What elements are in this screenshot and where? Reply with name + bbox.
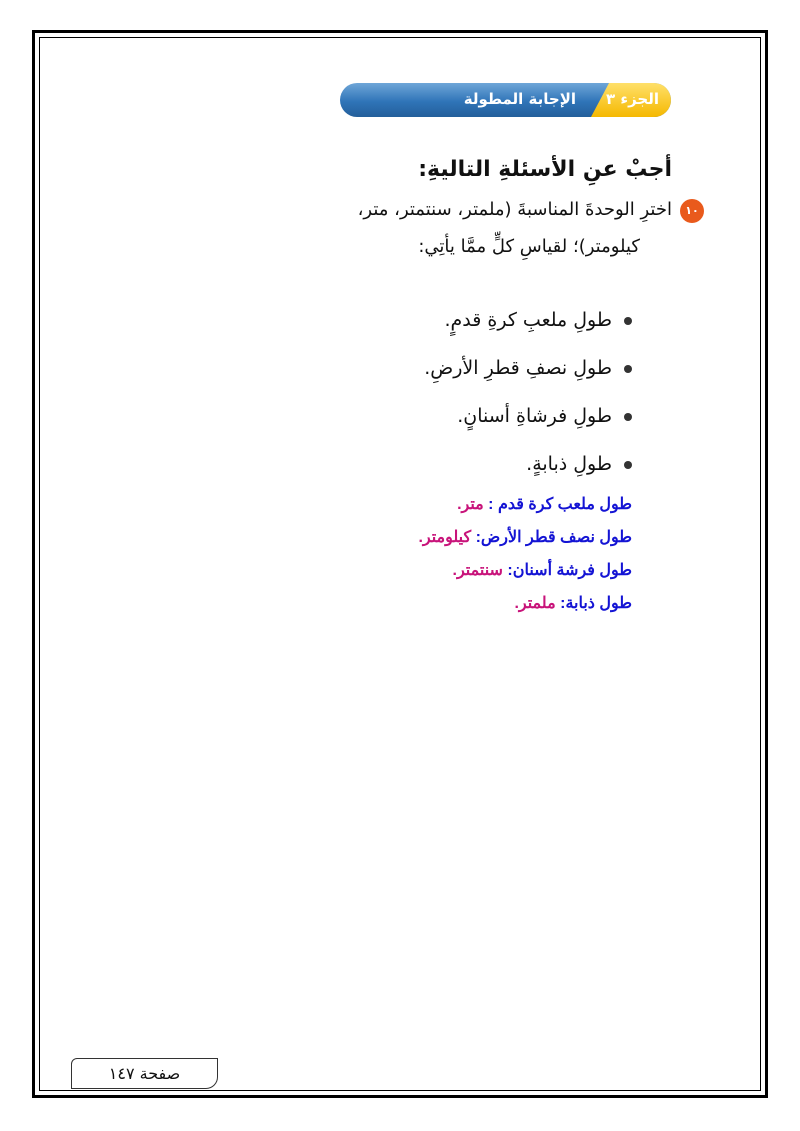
- bullet-dot-icon: [624, 317, 632, 325]
- answer-question: طول ملعب كرة قدم :: [483, 496, 632, 513]
- banner-part-label: الجزء ٣: [606, 90, 659, 108]
- answer-question: طول فرشة أسنان:: [502, 562, 632, 579]
- question-line-2: كيلومتر)؛ لقياسِ كلٍّ ممَّا يأتِي:: [418, 236, 640, 257]
- bullet-item: [424, 444, 632, 492]
- question-line-1: [357, 199, 699, 220]
- bullet-list: [424, 300, 632, 492]
- answer-value: سنتمتر.: [452, 562, 503, 579]
- answer-line: [418, 488, 632, 521]
- answers-block: [418, 488, 632, 620]
- bullet-text: طولِ ذبابةٍ.: [526, 453, 612, 475]
- bullet-text: طولِ نصفِ قطرِ الأرضِ.: [424, 357, 612, 379]
- answer-question: طول نصف قطر الأرض:: [471, 529, 632, 546]
- page-number-label: صفحة ١٤٧: [71, 1058, 218, 1089]
- bullet-item: [424, 348, 632, 396]
- bullet-text: طولِ ملعبِ كرةِ قدمٍ.: [444, 309, 612, 331]
- bullet-dot-icon: [624, 365, 632, 373]
- bullet-item: [424, 300, 632, 348]
- answer-line: [418, 554, 632, 587]
- bullet-dot-icon: [624, 461, 632, 469]
- question-text-1: اخترِ الوحدةَ المناسبةَ (ملمتر، سنتمتر، متر،: [357, 199, 672, 220]
- section-heading: أجبْ عنِ الأسئلةِ التاليةِ:: [418, 157, 672, 182]
- answer-value: ملمتر.: [514, 595, 556, 612]
- answer-question: طول ذبابة:: [555, 595, 632, 612]
- bullet-dot-icon: [624, 413, 632, 421]
- banner-title: الإجابة المطولة: [463, 90, 576, 108]
- section-banner: [340, 83, 671, 117]
- answer-value: كيلومتر.: [418, 529, 472, 546]
- answer-value: متر.: [457, 496, 484, 513]
- answer-line: [418, 587, 632, 620]
- bullet-item: [424, 396, 632, 444]
- answer-line: [418, 521, 632, 554]
- page-border-inner: [39, 37, 761, 1091]
- bullet-text: طولِ فرشاةِ أسنانٍ.: [457, 405, 612, 427]
- question-number-badge: ١٠: [680, 199, 704, 223]
